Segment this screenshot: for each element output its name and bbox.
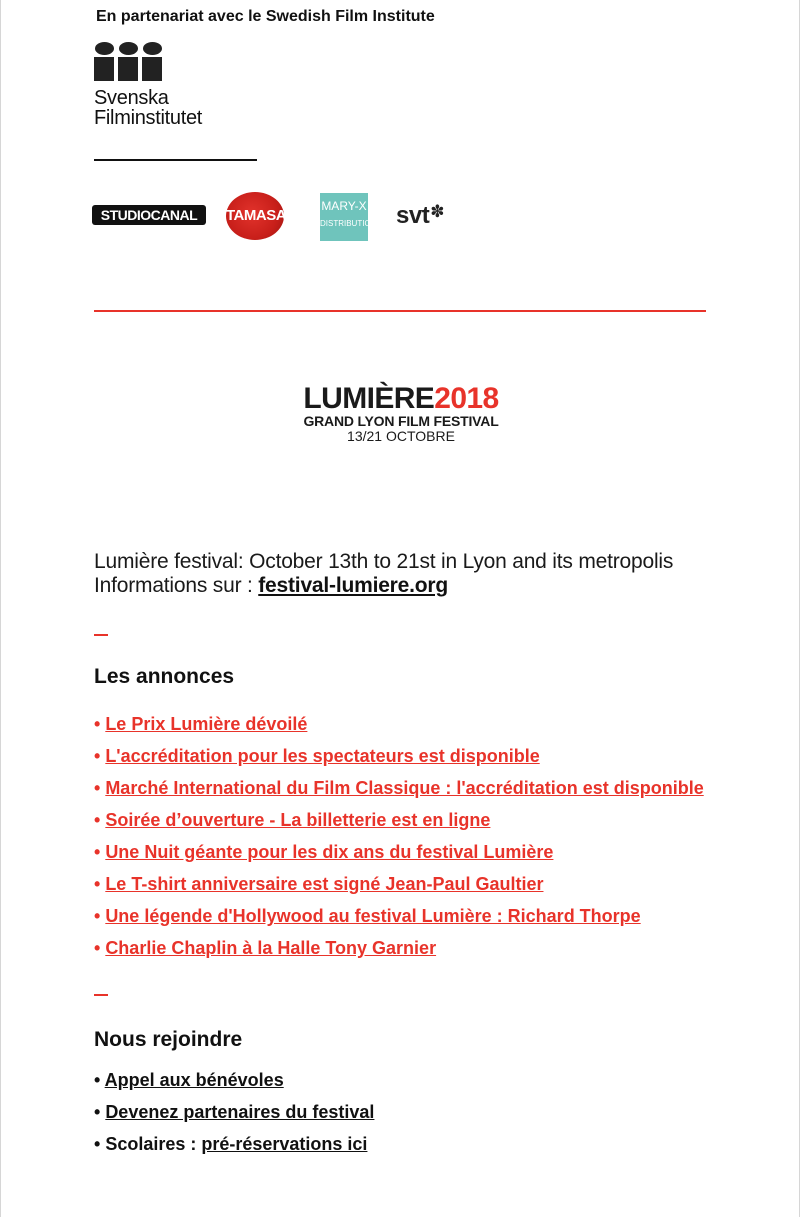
- list-item: • Le Prix Lumière dévoilé: [94, 714, 308, 734]
- section-divider: [94, 310, 706, 312]
- maryx-logo-line2: DISTRIBUTION: [320, 219, 377, 228]
- list-item: • Le T-shirt anniversaire est signé Jean-Paul Gaultier: [94, 874, 544, 894]
- festival-logo-word: LUMIÈRE: [303, 382, 435, 415]
- studiocanal-logo: STUDIOCANAL: [92, 205, 206, 225]
- announcements-list: [94, 712, 704, 968]
- list-item: • Scolaires : pré-réservations ici: [94, 1134, 368, 1154]
- partner-intro-text: En partenariat avec le Swedish Film Institute: [96, 8, 435, 25]
- school-reservations-link[interactable]: pré-réservations ici: [201, 1134, 368, 1154]
- announcement-link[interactable]: Le Prix Lumière dévoilé: [105, 714, 308, 734]
- tamasa-logo: TAMASA: [226, 192, 284, 240]
- festival-website-link[interactable]: festival-lumiere.org: [258, 574, 448, 597]
- list-item: • Une Nuit géante pour les dix ans du festival Lumière: [94, 842, 554, 862]
- svt-logo-text: svt: [396, 202, 430, 229]
- announcement-link[interactable]: Soirée d’ouverture - La billetterie est en ligne: [105, 810, 491, 830]
- announcement-link[interactable]: Le T-shirt anniversaire est signé Jean-Paul Gaultier: [105, 874, 544, 894]
- divider: [94, 159, 257, 161]
- announcement-link[interactable]: Charlie Chaplin à la Halle Tony Garnier: [105, 938, 437, 958]
- volunteers-link[interactable]: Appel aux bénévoles: [104, 1070, 284, 1090]
- list-item: • Appel aux bénévoles: [94, 1070, 284, 1090]
- partners-link[interactable]: Devenez partenaires du festival: [105, 1102, 375, 1122]
- sfi-logo-line1: Svenska: [94, 87, 169, 109]
- announcement-link[interactable]: L'accréditation pour les spectateurs est disponible: [105, 746, 540, 766]
- festival-info: [94, 550, 673, 598]
- list-item: • Une légende d'Hollywood au festival Lumière : Richard Thorpe: [94, 906, 641, 926]
- announcement-link[interactable]: Une Nuit géante pour les dix ans du festival Lumière: [105, 842, 554, 862]
- maryx-logo-line1: MARY-X: [321, 199, 367, 213]
- join-list: [94, 1068, 374, 1164]
- list-item: • Soirée d’ouverture - La billetterie est en ligne: [94, 810, 491, 830]
- sfi-logo-line2: Filminstitutet: [94, 107, 203, 129]
- list-item: • Devenez partenaires du festival: [94, 1102, 375, 1122]
- announcement-link[interactable]: Marché International du Film Classique : l'accréditation est disponible: [105, 778, 704, 798]
- announcement-link[interactable]: Une légende d'Hollywood au festival Lumière : Richard Thorpe: [105, 906, 641, 926]
- svt-logo: [396, 202, 444, 230]
- svenska-filminstitutet-logo: [94, 42, 254, 128]
- festival-logo-year: 2018: [434, 382, 499, 415]
- announcements-heading: Les annonces: [94, 665, 235, 688]
- lumiere-2018-logo: [296, 384, 506, 444]
- section-dash: [94, 994, 108, 996]
- schools-prefix: Scolaires :: [105, 1134, 202, 1154]
- list-item: • Charlie Chaplin à la Halle Tony Garnier: [94, 938, 437, 958]
- sfi-symbol-icon: [94, 42, 254, 82]
- festival-logo-dates: 13/21 OCTOBRE: [347, 428, 455, 444]
- partner-logos-row: [92, 190, 472, 244]
- list-item: • Marché International du Film Classique : l'accréditation est disponible: [94, 778, 704, 798]
- website-prefix: Informations sur :: [94, 574, 259, 597]
- festival-logo-subtitle: GRAND LYON FILM FESTIVAL: [303, 413, 499, 429]
- maryx-distribution-logo: [320, 193, 377, 241]
- section-dash: [94, 634, 108, 636]
- join-heading: Nous rejoindre: [94, 1028, 243, 1051]
- svt-flower-icon: ✽: [430, 202, 444, 221]
- list-item: • L'accréditation pour les spectateurs est disponible: [94, 746, 540, 766]
- festival-dates-text: Lumière festival: October 13th to 21st in Lyon and its metropolis: [94, 550, 674, 573]
- festival-website-line: [94, 574, 673, 598]
